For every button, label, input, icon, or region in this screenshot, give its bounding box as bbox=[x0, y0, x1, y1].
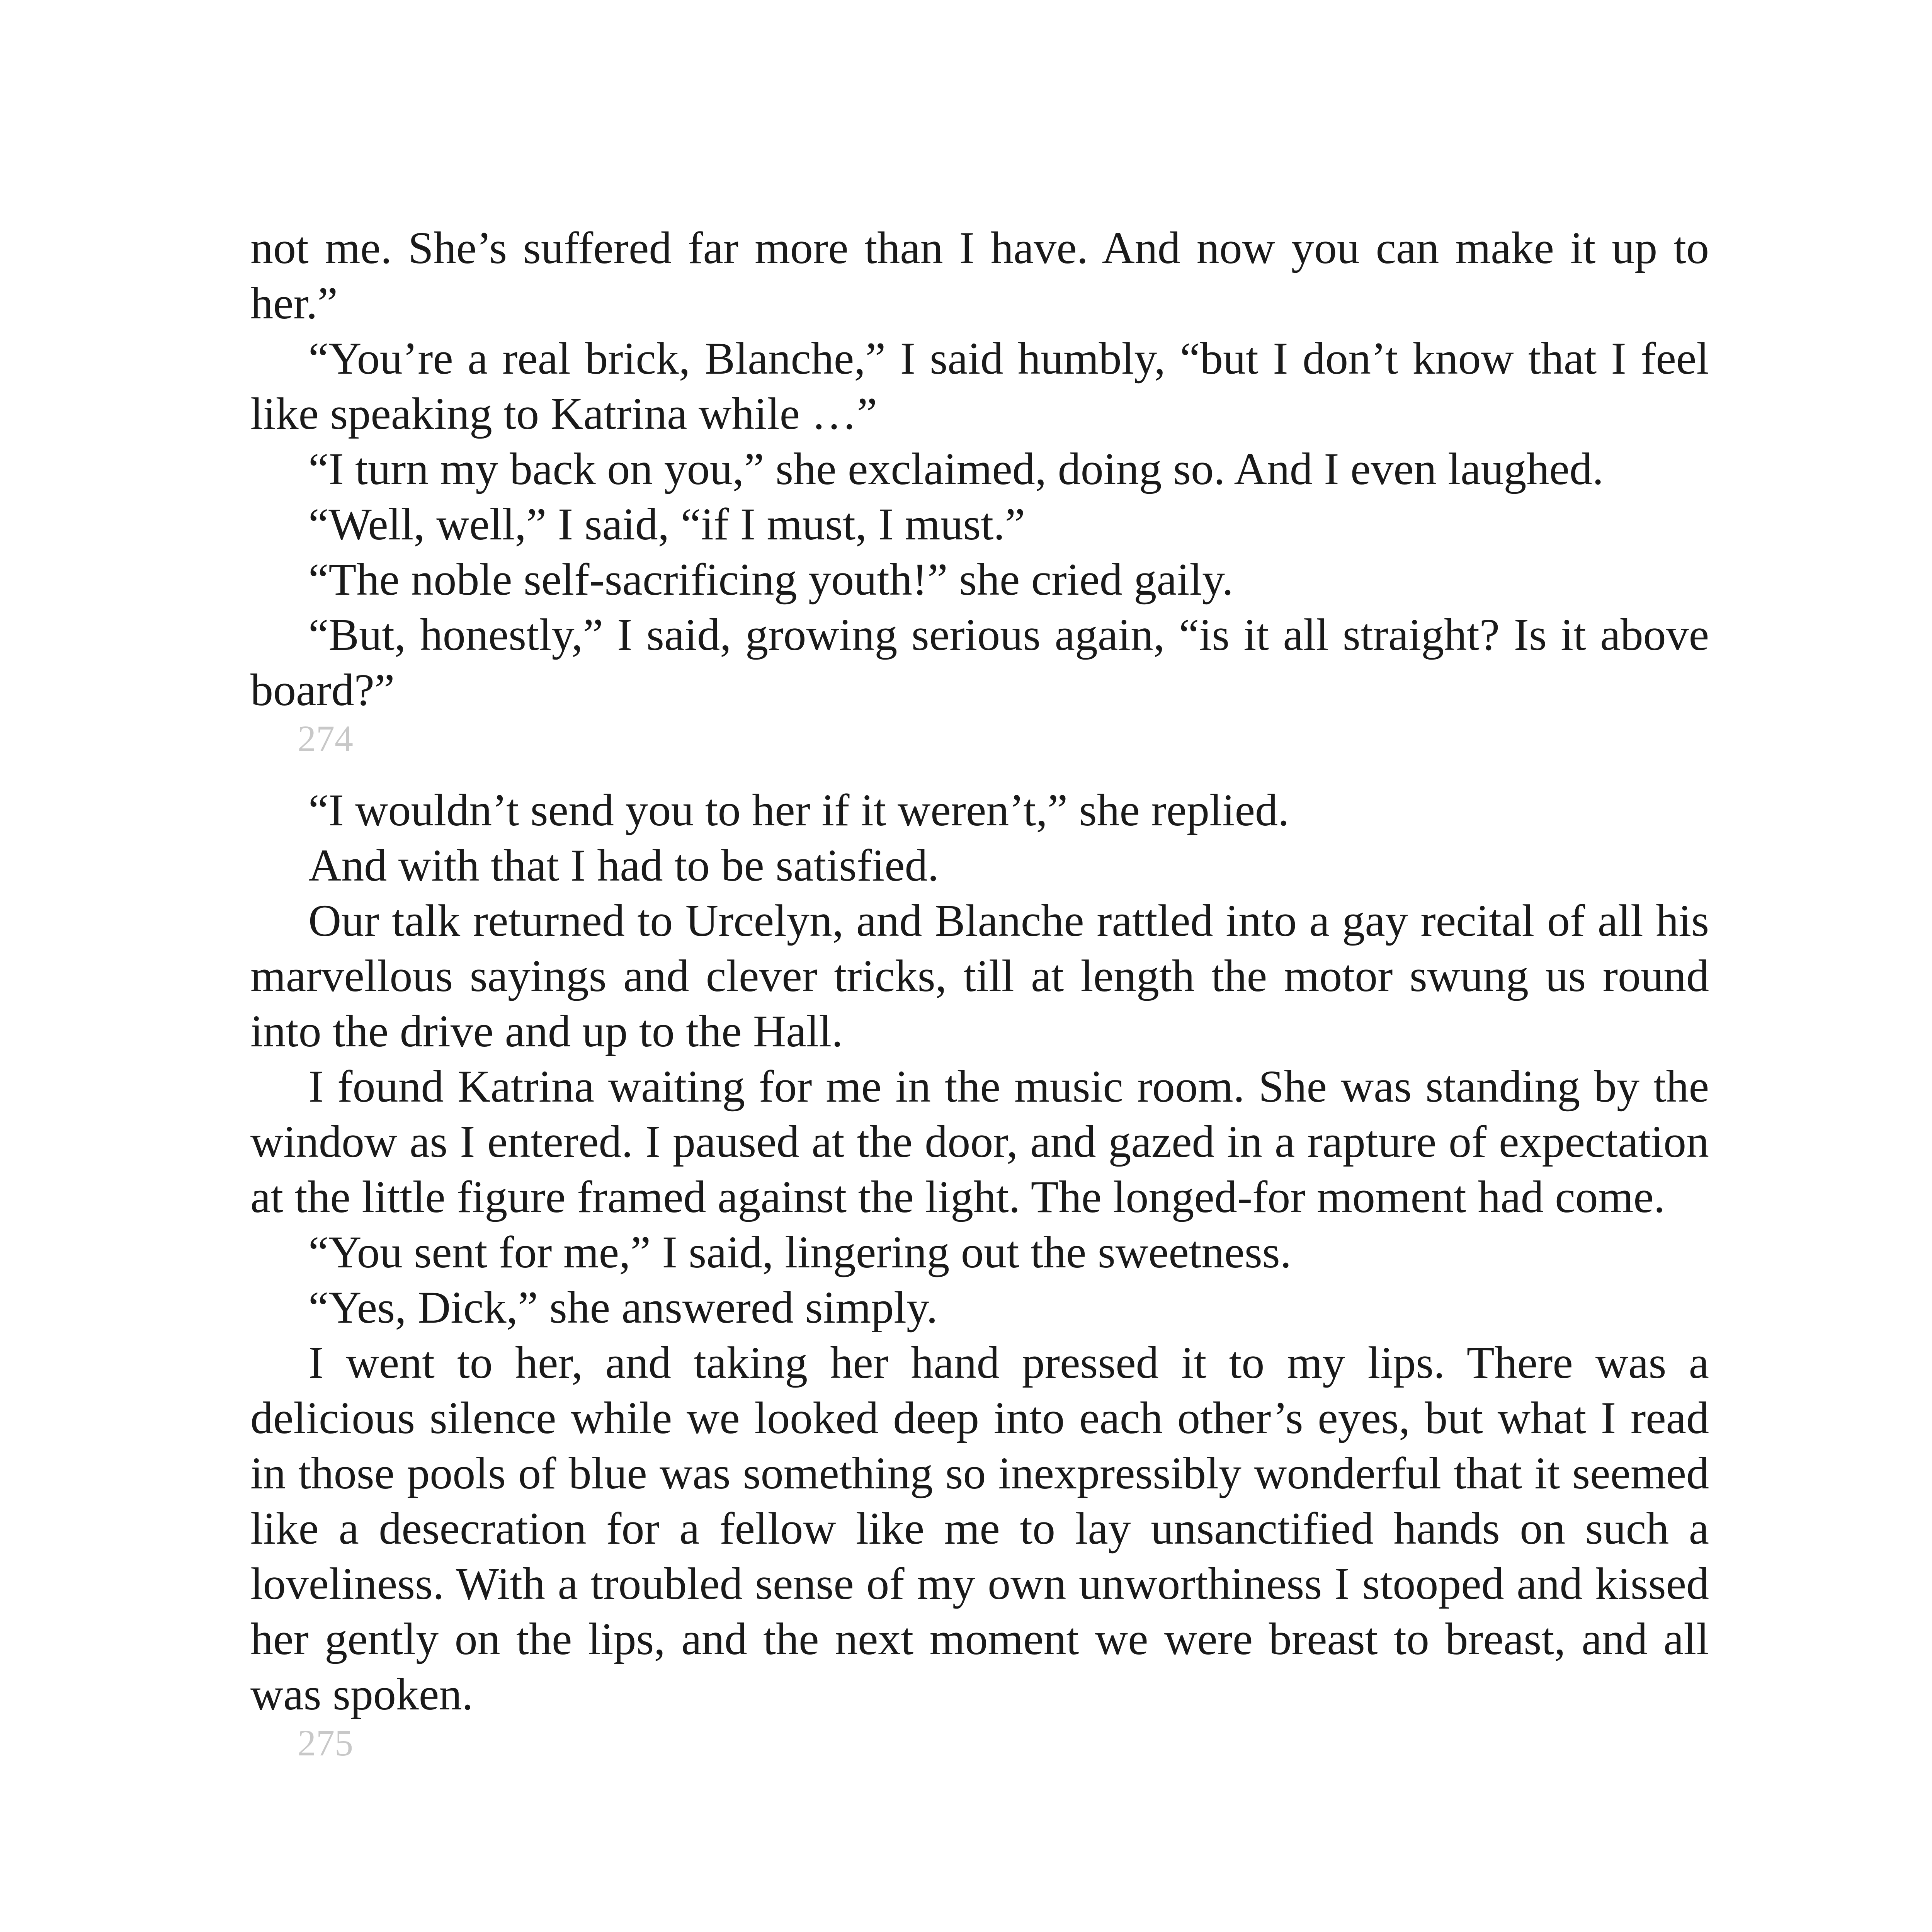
paragraph: And with that I had to be satisfied. bbox=[308, 840, 939, 891]
paragraph: “The noble self-sacrificing youth!” she cried gaily. bbox=[308, 554, 1233, 605]
page-number: 275 bbox=[298, 1722, 353, 1764]
paragraph: “Well, well,” I said, “if I must, I must.” bbox=[308, 499, 1026, 549]
paragraph: “I wouldn’t send you to her if it weren’t,” she replied. bbox=[308, 785, 1289, 835]
paragraph: Our talk returned to Urcelyn, and Blanche rattled into a gay recital of all his marvellous sayings and clever tricks, till at length the motor swung us round into the drive and up to the Hall. bbox=[250, 895, 1709, 1056]
paragraph: “You’re a real brick, Blanche,” I said humbly, “but I don’t know that I feel like speaking to Katrina while …” bbox=[250, 333, 1709, 439]
paragraph: not me. She’s suffered far more than I have. And now you can make it up to her.” bbox=[250, 223, 1709, 328]
paragraph: “Yes, Dick,” she answered simply. bbox=[308, 1282, 938, 1333]
paragraph: “You sent for me,” I said, lingering out the sweetness. bbox=[308, 1227, 1292, 1277]
paragraph: I went to her, and taking her hand pressed it to my lips. There was a delicious silence while we looked deep into each other’s eyes, but what I read in those pools of blue was something so inexpressibly wonderful that it seemed like a desecration for a fellow like me to lay unsanctified hands on such a loveliness. With a troubled sense of my own unworthiness I stooped and kissed her gently on the lips, and the next moment we were breast to breast, and all was spoken. bbox=[250, 1337, 1709, 1719]
page-number: 274 bbox=[298, 718, 353, 759]
paragraph: “But, honestly,” I said, growing serious again, “is it all straight? Is it above board?” bbox=[250, 609, 1709, 715]
paragraph: I found Katrina waiting for me in the music room. She was standing by the window as I entered. I paused at the door, and gazed in a rapture of expectation at the little figure framed against the light. The longed-for moment had come. bbox=[250, 1061, 1709, 1222]
paragraph: “I turn my back on you,” she exclaimed, doing so. And I even laughed. bbox=[308, 444, 1604, 494]
book-page bbox=[250, 220, 1709, 1764]
